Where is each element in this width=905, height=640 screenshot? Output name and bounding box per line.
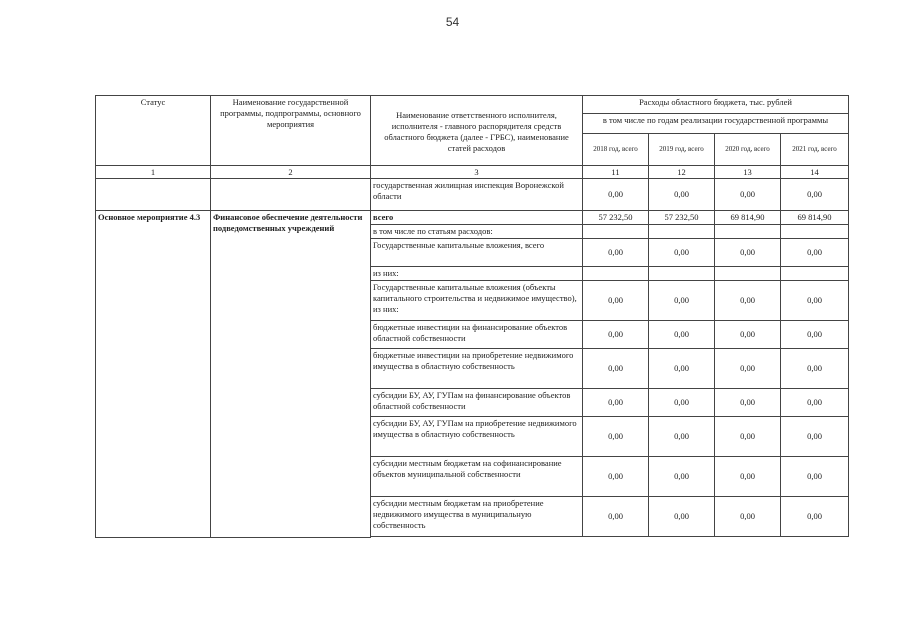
- value-cell: 0,00: [715, 417, 781, 457]
- empty-cell: [211, 179, 371, 211]
- row-label: субсидии местным бюджетам на приобретение недвижимого имущества в муниципальную собственность: [371, 497, 583, 537]
- value-cell: 0,00: [715, 281, 781, 321]
- value-cell: 0,00: [649, 389, 715, 417]
- measure-status: Основное мероприятие 4.3: [96, 211, 211, 538]
- value-cell: 0,00: [583, 349, 649, 389]
- header-program-name: Наименование государственной программы, подпрограммы, основного мероприятия: [211, 96, 371, 166]
- value-cell: 0,00: [649, 417, 715, 457]
- col-index: 13: [715, 166, 781, 179]
- row-label: всего: [371, 211, 583, 225]
- value-cell: 0,00: [715, 457, 781, 497]
- value-cell: 0,00: [715, 349, 781, 389]
- value-cell: 0,00: [649, 321, 715, 349]
- empty-cell: [781, 225, 849, 239]
- table-row: [96, 179, 849, 211]
- header-row: [96, 96, 849, 114]
- value-cell: 57 232,50: [649, 211, 715, 225]
- empty-cell: [583, 267, 649, 281]
- value-cell: 0,00: [649, 497, 715, 537]
- value-cell: 0,00: [583, 417, 649, 457]
- value-cell: 0,00: [715, 239, 781, 267]
- header-expenses: Расходы областного бюджета, тыс. рублей: [583, 96, 849, 114]
- empty-cell: [583, 537, 649, 538]
- value-cell: 0,00: [781, 179, 849, 211]
- col-index: 11: [583, 166, 649, 179]
- value-cell: 0,00: [781, 417, 849, 457]
- row-label: бюджетные инвестиции на приобретение недвижимого имущества в областную собственность: [371, 349, 583, 389]
- empty-cell: [649, 537, 715, 538]
- value-cell: 69 814,90: [781, 211, 849, 225]
- col-index: 14: [781, 166, 849, 179]
- row-label: субсидии БУ, АУ, ГУПам на финансирование объектов областной собственности: [371, 389, 583, 417]
- value-cell: 0,00: [583, 179, 649, 211]
- value-cell: 0,00: [583, 389, 649, 417]
- page-number: 54: [445, 15, 460, 29]
- value-cell: 0,00: [715, 497, 781, 537]
- value-cell: 0,00: [781, 239, 849, 267]
- value-cell: 0,00: [583, 239, 649, 267]
- col-index: 2: [211, 166, 371, 179]
- row-label: Государственные капитальные вложения (объекты капитального строительства и недвижимое имущество), из них:: [371, 281, 583, 321]
- empty-cell: [715, 225, 781, 239]
- value-cell: 0,00: [583, 321, 649, 349]
- value-cell: 57 232,50: [583, 211, 649, 225]
- value-cell: 0,00: [781, 389, 849, 417]
- row-label: Государственные капитальные вложения, всего: [371, 239, 583, 267]
- value-cell: 0,00: [781, 281, 849, 321]
- header-executor: Наименование ответственного исполнителя, исполнителя - главного распорядителя средств областного бюджета (далее - ГРБС), наименование статей расходов: [371, 96, 583, 166]
- value-cell: 0,00: [649, 457, 715, 497]
- value-cell: 0,00: [649, 179, 715, 211]
- col-index: 3: [371, 166, 583, 179]
- row-label: государственная жилищная инспекция Воронежской области: [371, 179, 583, 211]
- row-label: в том числе по статьям расходов:: [371, 225, 583, 239]
- year-2018: 2018 год, всего: [583, 134, 649, 166]
- value-cell: 0,00: [781, 457, 849, 497]
- empty-cell: [715, 267, 781, 281]
- value-cell: 69 814,90: [715, 211, 781, 225]
- column-index-row: [96, 166, 849, 179]
- value-cell: 0,00: [583, 457, 649, 497]
- year-2019: 2019 год, всего: [649, 134, 715, 166]
- empty-cell: [96, 179, 211, 211]
- budget-table: [95, 95, 849, 538]
- row-label: из них:: [371, 267, 583, 281]
- value-cell: 0,00: [583, 281, 649, 321]
- col-index: 12: [649, 166, 715, 179]
- value-cell: 0,00: [715, 389, 781, 417]
- value-cell: 0,00: [715, 179, 781, 211]
- empty-cell: [715, 537, 781, 538]
- value-cell: 0,00: [781, 349, 849, 389]
- empty-cell: [781, 267, 849, 281]
- value-cell: 0,00: [649, 281, 715, 321]
- row-label: субсидии местным бюджетам на софинансирование объектов муниципальной собственности: [371, 457, 583, 497]
- empty-cell: [649, 225, 715, 239]
- empty-cell: [649, 267, 715, 281]
- row-label: бюджетные инвестиции на финансирование объектов областной собственности: [371, 321, 583, 349]
- header-by-years: в том числе по годам реализации государственной программы: [583, 114, 849, 134]
- empty-cell: [583, 225, 649, 239]
- row-label: субсидии БУ, АУ, ГУПам на приобретение недвижимого имущества в областную собственность: [371, 417, 583, 457]
- value-cell: 0,00: [649, 239, 715, 267]
- value-cell: 0,00: [583, 497, 649, 537]
- value-cell: 0,00: [781, 497, 849, 537]
- empty-cell: [781, 537, 849, 538]
- col-index: 1: [96, 166, 211, 179]
- empty-cell: [371, 537, 583, 538]
- year-2021: 2021 год, всего: [781, 134, 849, 166]
- table-row-total: [96, 211, 849, 225]
- year-2020: 2020 год, всего: [715, 134, 781, 166]
- value-cell: 0,00: [649, 349, 715, 389]
- value-cell: 0,00: [715, 321, 781, 349]
- header-status: Статус: [96, 96, 211, 166]
- value-cell: 0,00: [781, 321, 849, 349]
- measure-name: Финансовое обеспечение деятельности подведомственных учреждений: [211, 211, 371, 538]
